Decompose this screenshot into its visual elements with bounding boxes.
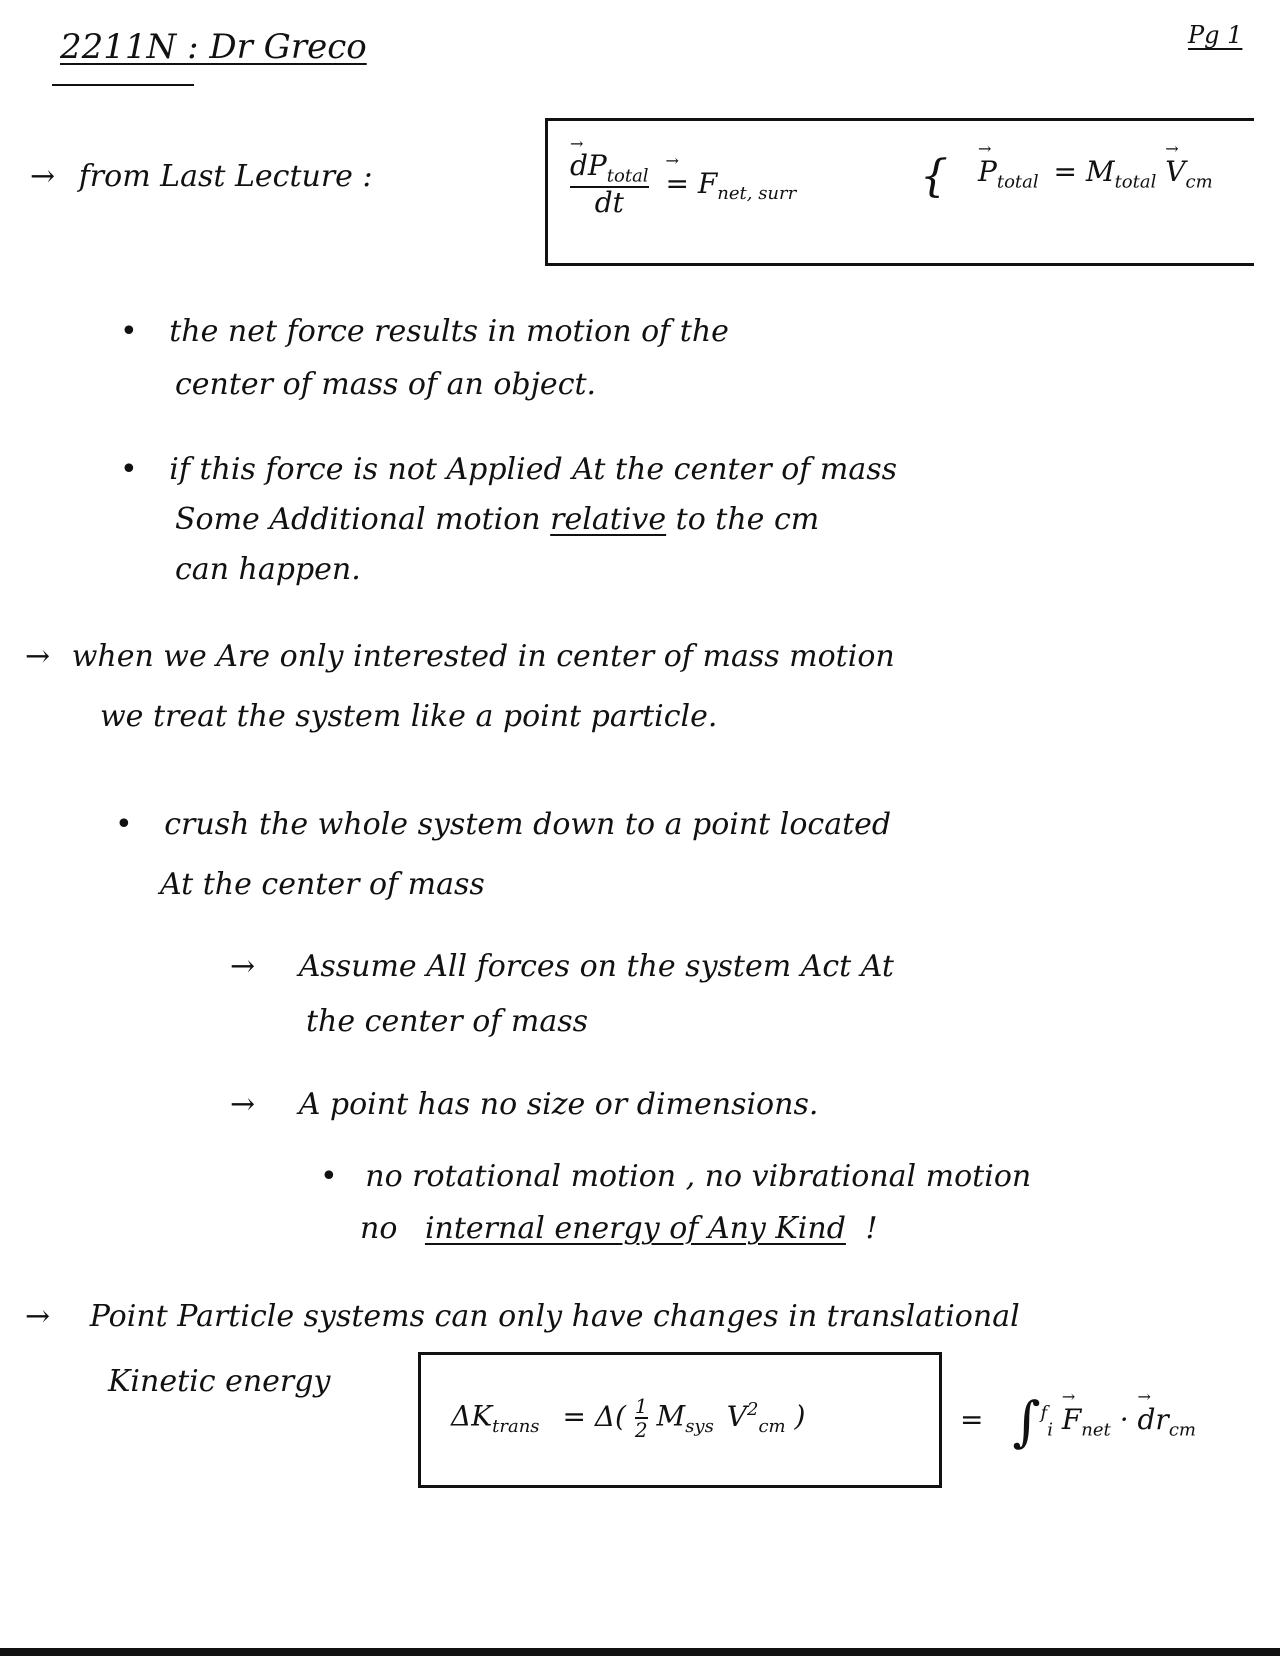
recap-equation-box [545, 118, 1254, 266]
bullet-not-applied: • if this force is not Applied At the center of mass [120, 452, 898, 487]
bullet-crush: • crush the whole system down to a point located [115, 807, 892, 842]
kinetic-line: → Point Particle systems can only have changes in translational [25, 1299, 1020, 1334]
bullet-net-force: • the net force results in motion of the [120, 314, 729, 349]
point-particle-line: → when we Are only interested in center of mass motion [25, 639, 895, 674]
assume-cont: the center of mass [306, 1004, 589, 1039]
assume-line: → Assume All forces on the system Act At [230, 949, 894, 984]
page-bottom-edge [0, 1648, 1280, 1656]
bullet-not-applied-end: can happen. [175, 552, 361, 587]
bullet-no-motion-cont: no internal energy of Any Kind ! [360, 1211, 878, 1246]
recap-line [30, 160, 373, 195]
work-integral: = $\int^f_i \to F_{net}$ · → $dr_{cm}$ [960, 1390, 1196, 1453]
bullet-dot: • [320, 1159, 338, 1194]
dt-denominator: dt [594, 186, 624, 220]
net-force-term: → = F [665, 167, 717, 200]
relative-emphasis: relative [550, 502, 667, 537]
bullet-dot: • [115, 807, 133, 842]
bullet-net-force-cont: center of mass of an object. [175, 367, 597, 402]
title-double-underline [52, 84, 194, 86]
delta-k-equation: $\Delta K_{trans} = \Delta$( $\frac{1}{2}$ $M_{sys}$ $V^2_{cm}$ ) [451, 1394, 806, 1442]
curly-brace: { [920, 151, 948, 202]
dp-numerator: → dP [570, 151, 607, 182]
internal-energy-emphasis: internal energy of Any Kind [424, 1211, 846, 1246]
recap-intro: from Last Lecture : [78, 159, 373, 194]
bullet-not-applied-cont: Some Additional motion relative to the cm [175, 502, 820, 537]
integral-sign: ∫ [1012, 1390, 1041, 1453]
bullet-dot: • [120, 452, 138, 487]
arrow-icon: → [25, 1299, 51, 1334]
bullet-crush-cont: At the center of mass [160, 867, 485, 902]
kinetic-cont: Kinetic energy [108, 1364, 331, 1399]
kinetic-equation-box [418, 1352, 942, 1488]
arrow-icon: → [30, 159, 56, 194]
point-particle-cont: we treat the system like a point particle. [100, 699, 718, 734]
arrow-icon: → [230, 1087, 256, 1122]
page-number: Pg 1 [1188, 21, 1243, 49]
page-title: 2211N : Dr Greco [60, 27, 367, 67]
bullet-dot: • [120, 314, 138, 349]
point-size-line: → A point has no size or dimensions. [230, 1087, 819, 1122]
total-momentum-equation: → $P_{total} = M_{total} \to V_{cm}$ [978, 155, 1213, 193]
bullet-no-motion: • no rotational motion , no vibrational motion [320, 1159, 1032, 1194]
arrow-icon: → [25, 639, 51, 674]
arrow-icon: → [230, 949, 256, 984]
momentum-rate-equation: → $\frac{dP_{total}}{dt}$ → = $F_{net, surr}$ [570, 151, 796, 219]
